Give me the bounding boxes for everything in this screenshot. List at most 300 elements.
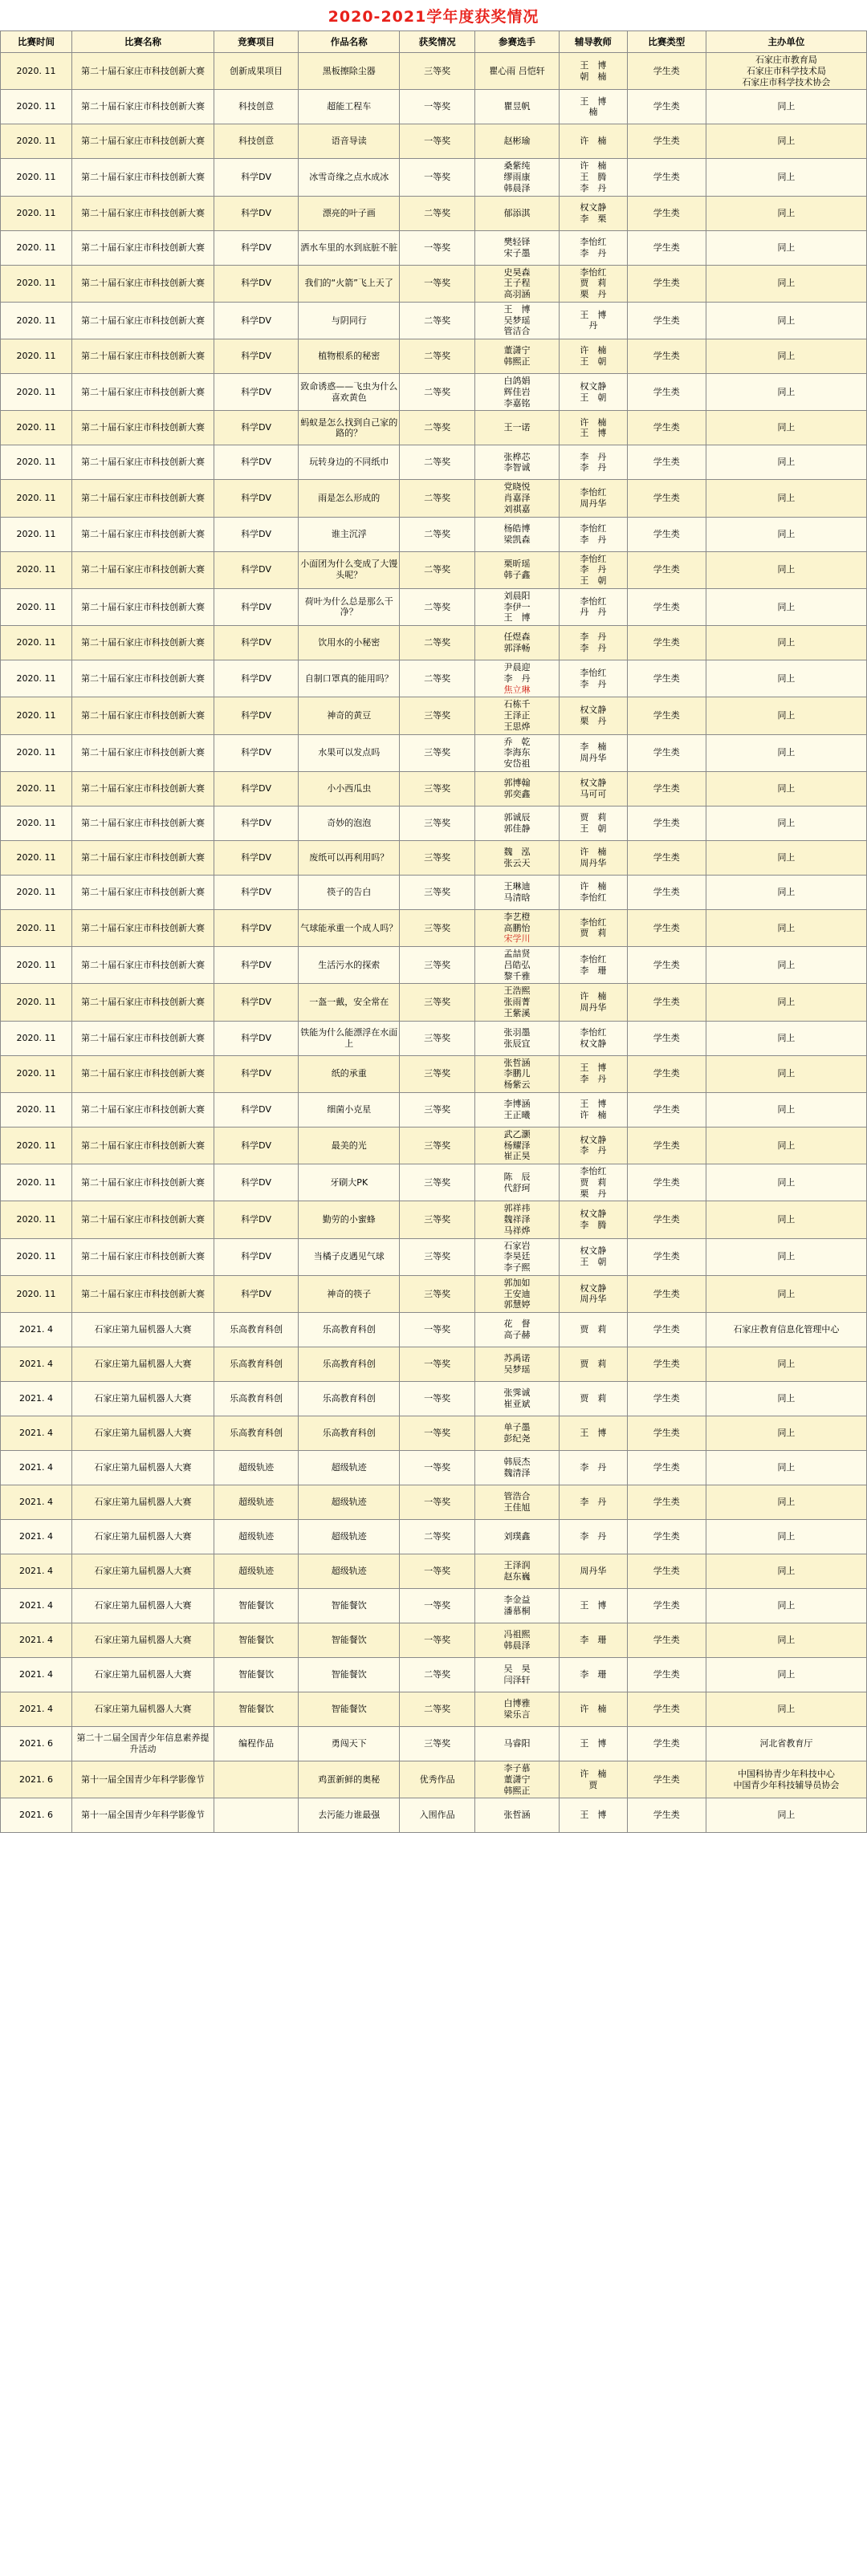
table-row (1, 411, 867, 445)
cell-contest-name: 第二十届石家庄市科技创新大赛 (72, 1164, 214, 1201)
cell-award: 二等奖 (400, 445, 475, 480)
table-row (1, 1127, 867, 1164)
cell-players: 董潇宁 韩熙正 (474, 339, 559, 374)
cell-award: 三等奖 (400, 697, 475, 734)
cell-type: 学生类 (627, 374, 706, 411)
cell-teachers: 权文静 李 腾 (560, 1201, 627, 1238)
cell-contest-name: 第二十二届全国青少年信息素养提升活动 (72, 1727, 214, 1761)
cell-award: 一等奖 (400, 1382, 475, 1416)
cell-award: 二等奖 (400, 411, 475, 445)
cell-time: 2020. 11 (1, 1021, 72, 1055)
cell-award: 三等奖 (400, 734, 475, 771)
cell-contest-name: 石家庄第九届机器人大赛 (72, 1554, 214, 1589)
table-row (1, 1485, 867, 1520)
table-row (1, 1347, 867, 1382)
cell-time: 2020. 11 (1, 196, 72, 230)
cell-time: 2021. 6 (1, 1727, 72, 1761)
cell-players-highlight: 宋学川 (503, 933, 531, 945)
cell-contest-name: 第二十届石家庄市科技创新大赛 (72, 230, 214, 265)
cell-players: 李艺橙 高鹏怡 宋学川 (474, 909, 559, 946)
cell-players: 李博涵 王正曦 (474, 1092, 559, 1127)
cell-contest-name: 石家庄第九届机器人大赛 (72, 1485, 214, 1520)
cell-project: 科学DV (214, 480, 298, 517)
cell-project: 编程作品 (214, 1727, 298, 1761)
cell-players: 栗昕瑶 韩子鑫 (474, 551, 559, 588)
cell-teachers: 王 博 (560, 1589, 627, 1623)
cell-award: 二等奖 (400, 1658, 475, 1692)
cell-project: 科技创意 (214, 124, 298, 159)
cell-org: 同上 (706, 1127, 866, 1164)
cell-type: 学生类 (627, 1201, 706, 1238)
cell-work: 超能工程车 (299, 90, 400, 124)
cell-type: 学生类 (627, 1451, 706, 1485)
cell-contest-name: 第二十届石家庄市科技创新大赛 (72, 947, 214, 984)
cell-teachers: 王 博 (560, 1798, 627, 1833)
cell-award: 三等奖 (400, 875, 475, 909)
cell-project: 智能餐饮 (214, 1692, 298, 1727)
cell-contest-name: 第二十届石家庄市科技创新大赛 (72, 445, 214, 480)
cell-time: 2020. 11 (1, 909, 72, 946)
table-row (1, 1164, 867, 1201)
cell-award: 一等奖 (400, 1554, 475, 1589)
table-row (1, 1201, 867, 1238)
cell-award: 二等奖 (400, 660, 475, 697)
cell-work: 与阴同行 (299, 302, 400, 339)
cell-org: 同上 (706, 445, 866, 480)
cell-work: 乐高教育科创 (299, 1347, 400, 1382)
cell-time: 2021. 4 (1, 1485, 72, 1520)
cell-award: 入围作品 (400, 1798, 475, 1833)
cell-type: 学生类 (627, 1275, 706, 1312)
cell-time: 2020. 11 (1, 806, 72, 840)
cell-work: 生活污水的探索 (299, 947, 400, 984)
table-row (1, 1092, 867, 1127)
cell-work: 洒水车里的水到底脏不脏 (299, 230, 400, 265)
cell-type: 学生类 (627, 947, 706, 984)
cell-teachers: 贾 莉 (560, 1313, 627, 1347)
col-header-org: 主办单位 (706, 31, 866, 53)
cell-award: 一等奖 (400, 230, 475, 265)
cell-contest-name: 第二十届石家庄市科技创新大赛 (72, 480, 214, 517)
cell-players: 王 博 吴梦瑶 管洁合 (474, 302, 559, 339)
cell-project: 科学DV (214, 1055, 298, 1092)
cell-award: 二等奖 (400, 302, 475, 339)
cell-players: 花 督 高子赫 (474, 1313, 559, 1347)
cell-teachers: 权文静 王 朝 (560, 374, 627, 411)
cell-type: 学生类 (627, 90, 706, 124)
cell-project: 乐高教育科创 (214, 1416, 298, 1451)
cell-type: 学生类 (627, 771, 706, 806)
cell-players: 郭祥祎 魏祥泽 马祥烨 (474, 1201, 559, 1238)
cell-teachers: 王 博 朝 楠 (560, 53, 627, 90)
cell-project: 超级轨迹 (214, 1451, 298, 1485)
cell-org: 同上 (706, 660, 866, 697)
cell-teachers: 周丹华 (560, 1554, 627, 1589)
cell-time: 2021. 4 (1, 1520, 72, 1554)
cell-teachers: 许 楠 (560, 1692, 627, 1727)
cell-time: 2020. 11 (1, 480, 72, 517)
cell-project: 科学DV (214, 984, 298, 1021)
cell-time: 2020. 11 (1, 984, 72, 1021)
cell-work: 细菌小克星 (299, 1092, 400, 1127)
cell-players: 瞿昱帆 (474, 90, 559, 124)
table-row (1, 1798, 867, 1833)
cell-teachers: 李怡红 贾 莉 (560, 909, 627, 946)
cell-org: 同上 (706, 588, 866, 625)
cell-time: 2020. 11 (1, 53, 72, 90)
table-row (1, 1275, 867, 1312)
cell-players: 白博雅 梁乐言 (474, 1692, 559, 1727)
cell-work: 超级轨迹 (299, 1554, 400, 1589)
table-row (1, 374, 867, 411)
cell-time: 2020. 11 (1, 734, 72, 771)
cell-teachers: 李怡红 李 丹 (560, 230, 627, 265)
cell-award: 一等奖 (400, 90, 475, 124)
cell-award: 三等奖 (400, 984, 475, 1021)
cell-award: 三等奖 (400, 1727, 475, 1761)
col-header-project: 竞赛项目 (214, 31, 298, 53)
cell-players: 乔 乾 李海东 安岱祖 (474, 734, 559, 771)
table-row (1, 480, 867, 517)
cell-org: 同上 (706, 697, 866, 734)
cell-teachers: 许 楠 李怡红 (560, 875, 627, 909)
cell-teachers: 王 博 楠 (560, 90, 627, 124)
cell-work: 超级轨迹 (299, 1520, 400, 1554)
cell-contest-name: 第二十届石家庄市科技创新大赛 (72, 124, 214, 159)
cell-teachers: 李怡红 李 丹 (560, 517, 627, 551)
cell-teachers: 王 博 (560, 1727, 627, 1761)
cell-time: 2021. 4 (1, 1382, 72, 1416)
cell-contest-name: 石家庄第九届机器人大赛 (72, 1589, 214, 1623)
cell-players: 任煜森 郭泽畅 (474, 626, 559, 660)
cell-players: 桑紫纯 缪雨康 韩晨泽 (474, 159, 559, 196)
cell-project: 科学DV (214, 1164, 298, 1201)
cell-org: 同上 (706, 551, 866, 588)
cell-type: 学生类 (627, 626, 706, 660)
cell-project: 超级轨迹 (214, 1485, 298, 1520)
cell-time: 2021. 4 (1, 1554, 72, 1589)
cell-project: 智能餐饮 (214, 1623, 298, 1658)
cell-type: 学生类 (627, 551, 706, 588)
cell-teachers: 李 珊 (560, 1658, 627, 1692)
cell-teachers: 贾 莉 王 朝 (560, 806, 627, 840)
table-row (1, 875, 867, 909)
col-header-time: 比赛时间 (1, 31, 72, 53)
awards-table (0, 30, 867, 1833)
cell-work: 小面团为什么变成了大馒头呢？ (299, 551, 400, 588)
cell-type: 学生类 (627, 1554, 706, 1589)
table-row (1, 697, 867, 734)
cell-type: 学生类 (627, 124, 706, 159)
cell-contest-name: 第二十届石家庄市科技创新大赛 (72, 551, 214, 588)
table-row (1, 124, 867, 159)
table-row (1, 339, 867, 374)
cell-org: 石家庄教育信息化管理中心 (706, 1313, 866, 1347)
cell-award: 二等奖 (400, 1520, 475, 1554)
cell-contest-name: 第二十届石家庄市科技创新大赛 (72, 1238, 214, 1275)
cell-project: 科学DV (214, 660, 298, 697)
cell-award: 一等奖 (400, 1589, 475, 1623)
cell-org: 同上 (706, 1275, 866, 1312)
cell-type: 学生类 (627, 697, 706, 734)
cell-players: 白鸽娟 辉佳岩 李嘉铭 (474, 374, 559, 411)
cell-type: 学生类 (627, 1761, 706, 1798)
cell-type: 学生类 (627, 302, 706, 339)
cell-time: 2020. 11 (1, 339, 72, 374)
cell-teachers: 贾 莉 (560, 1347, 627, 1382)
cell-teachers: 许 楠 周丹华 (560, 840, 627, 875)
cell-type: 学生类 (627, 806, 706, 840)
cell-project: 科学DV (214, 1201, 298, 1238)
cell-players: 冯祖熙 韩晨泽 (474, 1623, 559, 1658)
col-header-players: 参赛选手 (474, 31, 559, 53)
cell-award: 二等奖 (400, 517, 475, 551)
cell-work: 语音导读 (299, 124, 400, 159)
cell-project (214, 1798, 298, 1833)
cell-type: 学生类 (627, 1092, 706, 1127)
cell-work: 植物根系的秘密 (299, 339, 400, 374)
cell-project: 科学DV (214, 875, 298, 909)
cell-project: 科学DV (214, 840, 298, 875)
cell-project: 乐高教育科创 (214, 1382, 298, 1416)
cell-type: 学生类 (627, 1798, 706, 1833)
cell-project: 科学DV (214, 1021, 298, 1055)
cell-contest-name: 第二十届石家庄市科技创新大赛 (72, 771, 214, 806)
cell-type: 学生类 (627, 1055, 706, 1092)
cell-project: 科学DV (214, 339, 298, 374)
table-row (1, 196, 867, 230)
cell-project: 科学DV (214, 1127, 298, 1164)
cell-contest-name: 第二十届石家庄市科技创新大赛 (72, 1021, 214, 1055)
cell-contest-name: 第二十届石家庄市科技创新大赛 (72, 984, 214, 1021)
cell-type: 学生类 (627, 1485, 706, 1520)
cell-type: 学生类 (627, 1589, 706, 1623)
cell-teachers: 权文静 马可可 (560, 771, 627, 806)
cell-project: 科学DV (214, 551, 298, 588)
cell-award: 三等奖 (400, 947, 475, 984)
cell-teachers: 权文静 李 栗 (560, 196, 627, 230)
cell-time: 2020. 11 (1, 445, 72, 480)
cell-award: 一等奖 (400, 1416, 475, 1451)
cell-org: 同上 (706, 947, 866, 984)
cell-org: 同上 (706, 517, 866, 551)
cell-time: 2020. 11 (1, 1127, 72, 1164)
cell-type: 学生类 (627, 339, 706, 374)
cell-project: 科学DV (214, 374, 298, 411)
cell-teachers: 李 珊 (560, 1623, 627, 1658)
cell-work: 我们的“火箭”飞上天了 (299, 265, 400, 302)
cell-project: 科学DV (214, 771, 298, 806)
cell-work: 超级轨迹 (299, 1451, 400, 1485)
cell-type: 学生类 (627, 196, 706, 230)
cell-players: 韩辰杰 魏清泽 (474, 1451, 559, 1485)
table-row (1, 909, 867, 946)
cell-award: 一等奖 (400, 1485, 475, 1520)
cell-award: 二等奖 (400, 588, 475, 625)
cell-work: 乐高教育科创 (299, 1382, 400, 1416)
cell-work: 智能餐饮 (299, 1692, 400, 1727)
cell-teachers: 权文静 王 朝 (560, 1238, 627, 1275)
cell-org: 同上 (706, 265, 866, 302)
cell-type: 学生类 (627, 230, 706, 265)
cell-org: 同上 (706, 1798, 866, 1833)
cell-award: 三等奖 (400, 1275, 475, 1312)
cell-project: 科学DV (214, 1238, 298, 1275)
cell-org: 同上 (706, 909, 866, 946)
cell-contest-name: 第二十届石家庄市科技创新大赛 (72, 1092, 214, 1127)
cell-org: 同上 (706, 480, 866, 517)
cell-org: 同上 (706, 1485, 866, 1520)
cell-players: 张哲涵 (474, 1798, 559, 1833)
cell-type: 学生类 (627, 840, 706, 875)
cell-teachers: 李 丹 (560, 1520, 627, 1554)
cell-contest-name: 石家庄第九届机器人大赛 (72, 1623, 214, 1658)
cell-teachers: 李怡红 丹 丹 (560, 588, 627, 625)
cell-org: 同上 (706, 1451, 866, 1485)
cell-players: 刘晨阳 李伊一 王 博 (474, 588, 559, 625)
cell-project: 智能餐饮 (214, 1658, 298, 1692)
cell-award: 二等奖 (400, 551, 475, 588)
cell-teachers: 李怡红 李 丹 (560, 660, 627, 697)
cell-type: 学生类 (627, 1623, 706, 1658)
cell-players: 单子墨 彭纪尧 (474, 1416, 559, 1451)
cell-org: 同上 (706, 302, 866, 339)
cell-award: 三等奖 (400, 1021, 475, 1055)
cell-org: 同上 (706, 90, 866, 124)
cell-players: 郭加如 王安迪 郭慧婷 (474, 1275, 559, 1312)
cell-players: 孟喆贤 吕皓弘 黎千雅 (474, 947, 559, 984)
cell-work: 自制口罩真的能用吗？ (299, 660, 400, 697)
cell-time: 2020. 11 (1, 697, 72, 734)
cell-players: 郁添淇 (474, 196, 559, 230)
cell-players-highlight: 焦立琳 (503, 684, 531, 695)
cell-work: 荷叶为什么总是那么干净？ (299, 588, 400, 625)
table-row (1, 1623, 867, 1658)
cell-players: 张霁诚 崔亚斌 (474, 1382, 559, 1416)
cell-players: 王浩熙 张雨菁 王紫溪 (474, 984, 559, 1021)
cell-teachers: 权文静 栗 丹 (560, 697, 627, 734)
cell-org: 同上 (706, 230, 866, 265)
cell-time: 2020. 11 (1, 1201, 72, 1238)
cell-teachers: 李 丹 李 丹 (560, 445, 627, 480)
cell-project: 智能餐饮 (214, 1589, 298, 1623)
cell-contest-name: 石家庄第九届机器人大赛 (72, 1313, 214, 1347)
cell-org: 同上 (706, 159, 866, 196)
cell-teachers: 贾 莉 (560, 1382, 627, 1416)
table-row (1, 660, 867, 697)
cell-type: 学生类 (627, 734, 706, 771)
cell-project: 乐高教育科创 (214, 1313, 298, 1347)
cell-project: 科学DV (214, 806, 298, 840)
cell-teachers: 李怡红 周丹华 (560, 480, 627, 517)
cell-contest-name: 第二十届石家庄市科技创新大赛 (72, 806, 214, 840)
cell-contest-name: 石家庄第九届机器人大赛 (72, 1382, 214, 1416)
cell-time: 2020. 11 (1, 875, 72, 909)
cell-contest-name: 第二十届石家庄市科技创新大赛 (72, 875, 214, 909)
cell-teachers: 王 博 (560, 1416, 627, 1451)
cell-contest-name: 第二十届石家庄市科技创新大赛 (72, 374, 214, 411)
cell-award: 三等奖 (400, 771, 475, 806)
cell-players: 瞿心雨 吕恺轩 (474, 53, 559, 90)
cell-project: 科技创意 (214, 90, 298, 124)
cell-project: 科学DV (214, 697, 298, 734)
cell-players: 张桦芯 李智诚 (474, 445, 559, 480)
cell-teachers: 李怡红 李 珊 (560, 947, 627, 984)
cell-time: 2020. 11 (1, 1092, 72, 1127)
cell-players: 樊轻铎 宋子墨 (474, 230, 559, 265)
table-row (1, 588, 867, 625)
cell-teachers: 王 博 丹 (560, 302, 627, 339)
cell-work: 黑板擦除尘器 (299, 53, 400, 90)
cell-work: 智能餐饮 (299, 1589, 400, 1623)
cell-work: 勤劳的小蜜蜂 (299, 1201, 400, 1238)
cell-players: 刘璞鑫 (474, 1520, 559, 1554)
cell-org: 同上 (706, 1623, 866, 1658)
table-body (1, 53, 867, 1833)
cell-players: 李子慕 董潇宁 韩熙正 (474, 1761, 559, 1798)
cell-org: 同上 (706, 374, 866, 411)
cell-type: 学生类 (627, 53, 706, 90)
cell-project: 科学DV (214, 947, 298, 984)
cell-time: 2020. 11 (1, 124, 72, 159)
cell-players: 石栋千 王泽正 王思烨 (474, 697, 559, 734)
cell-award: 三等奖 (400, 1238, 475, 1275)
cell-contest-name: 石家庄第九届机器人大赛 (72, 1416, 214, 1451)
cell-org: 同上 (706, 1055, 866, 1092)
cell-work: 奇妙的泡泡 (299, 806, 400, 840)
cell-time: 2021. 4 (1, 1416, 72, 1451)
cell-players: 马睿阳 (474, 1727, 559, 1761)
cell-contest-name: 第二十届石家庄市科技创新大赛 (72, 1201, 214, 1238)
cell-project: 科学DV (214, 159, 298, 196)
cell-type: 学生类 (627, 1313, 706, 1347)
cell-type: 学生类 (627, 1347, 706, 1382)
cell-type: 学生类 (627, 411, 706, 445)
cell-time: 2021. 4 (1, 1347, 72, 1382)
cell-time: 2021. 6 (1, 1761, 72, 1798)
cell-org: 同上 (706, 1164, 866, 1201)
cell-contest-name: 石家庄第九届机器人大赛 (72, 1692, 214, 1727)
cell-players: 王一诺 (474, 411, 559, 445)
col-header-work: 作品名称 (299, 31, 400, 53)
cell-time: 2021. 4 (1, 1623, 72, 1658)
cell-project: 科学DV (214, 196, 298, 230)
cell-teachers: 许 楠 王 腾 李 丹 (560, 159, 627, 196)
cell-time: 2021. 6 (1, 1798, 72, 1833)
cell-work: 铁能为什么能漂浮在水面上 (299, 1021, 400, 1055)
cell-contest-name: 第二十届石家庄市科技创新大赛 (72, 302, 214, 339)
cell-award: 三等奖 (400, 1201, 475, 1238)
cell-work: 去污能力谁最强 (299, 1798, 400, 1833)
cell-teachers: 李怡红 贾 莉 栗 丹 (560, 1164, 627, 1201)
table-row (1, 1761, 867, 1798)
cell-org: 同上 (706, 1520, 866, 1554)
table-row (1, 771, 867, 806)
cell-time: 2020. 11 (1, 588, 72, 625)
cell-award: 三等奖 (400, 53, 475, 90)
cell-award: 一等奖 (400, 1623, 475, 1658)
cell-work: 冰雪奇缘之点水成冰 (299, 159, 400, 196)
cell-players: 郭诚辰 郭佳静 (474, 806, 559, 840)
cell-players: 赵彬瑜 (474, 124, 559, 159)
cell-award: 二等奖 (400, 339, 475, 374)
cell-contest-name: 第二十届石家庄市科技创新大赛 (72, 660, 214, 697)
cell-time: 2020. 11 (1, 90, 72, 124)
cell-org: 同上 (706, 196, 866, 230)
cell-time: 2020. 11 (1, 230, 72, 265)
cell-time: 2020. 11 (1, 771, 72, 806)
cell-award: 二等奖 (400, 374, 475, 411)
